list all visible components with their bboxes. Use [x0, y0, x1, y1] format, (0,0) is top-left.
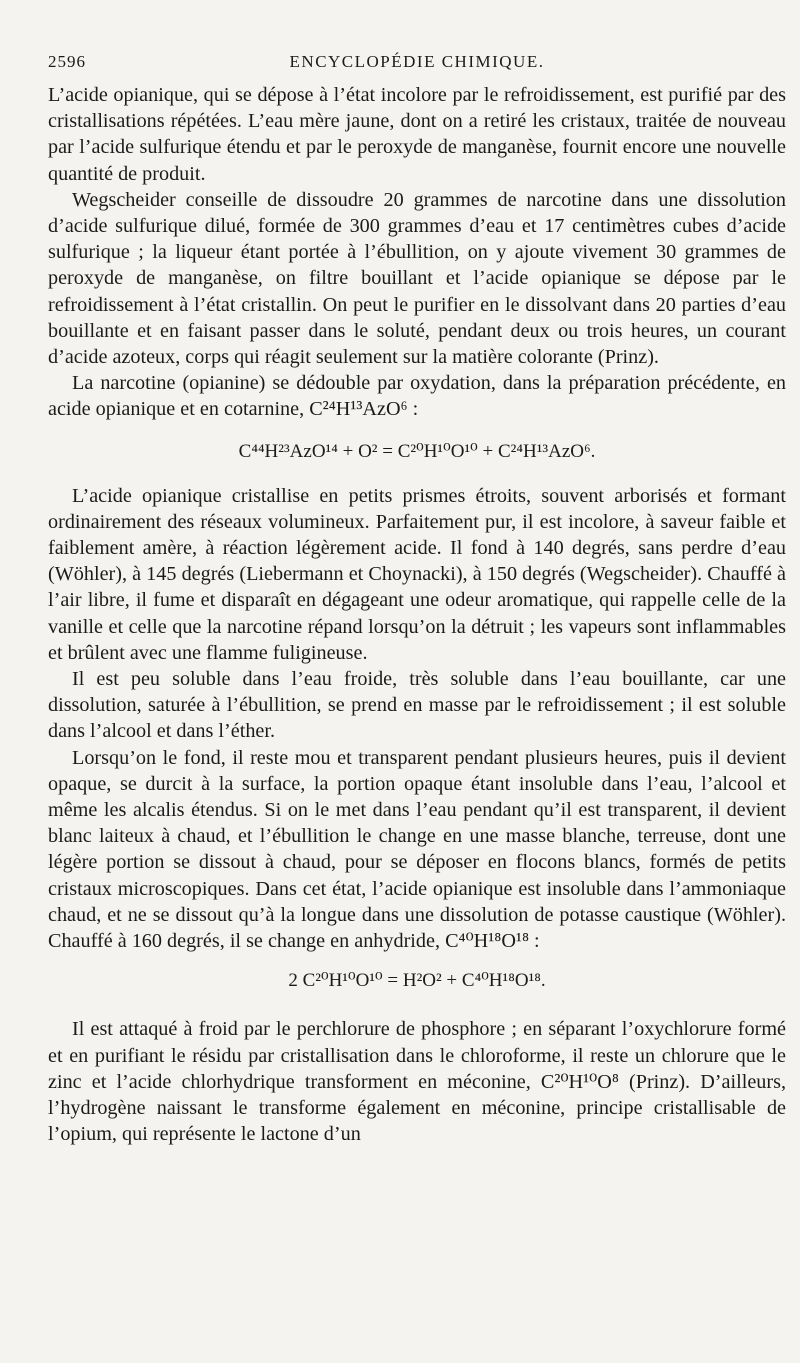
paragraph-purification: L’acide opianique, qui se dépose à l’état incolore par le refroidissement, est purifié par des cristallisations répétées. L’eau mère jaune, dont on a retiré les cristaux, traitée de nouveau par l’acide sulfurique étendu et par le peroxyde de manganèse, fournit encore une nouvelle quantité de produit. [48, 84, 786, 185]
page-header [48, 52, 786, 82]
paragraph-perchloride-reaction: Il est attaqué à froid par le perchlorure de phosphore ; en séparant l’oxychlorure formé et en purifiant le résidu par cristallisation dans le chloroforme, il reste un chlorure que le zinc et l’acide chlorhydrique transforment en méconine, C²⁰H¹⁰O⁸ (Prinz). D’ailleurs, l’hydrogène naissant le transforme également en méconine, principe cristallisable de l’opium, qui représente le lactone d’un [48, 1018, 786, 1146]
paragraph-wegscheider-method: Wegscheider conseille de dissoudre 20 grammes de narcotine dans une dissolution d’acide sulfurique dilué, formée de 300 grammes d’eau et 17 centimètres cubes d’acide sulfurique ; la liqueur étant portée à l’ébullition, on y ajoute vivement 30 grammes de peroxyde de manganèse, on filtre bouillant et l’acide opianique se dépose par le refroidissement à l’état cristallin. On peut le purifier en le dissolvant dans 20 parties d’eau bouillante et en faisant passer dans le soluté, pendant deux ou trois heures, un courant d’acide azoteux, corps qui réagit seulement sur la matière colorante (Prinz). [48, 188, 786, 369]
paragraph-narcotine-oxidation: La narcotine (opianine) se dédouble par oxydation, dans la préparation précédente, en acide opianique et en cotarnine, C²⁴H¹³AzO⁶ : [48, 372, 786, 421]
running-title: ENCYCLOPÉDIE CHIMIQUE. [289, 52, 545, 71]
paragraph-melting-behavior: Lorsqu’on le fond, il reste mou et transparent pendant plusieurs heures, puis il devient opaque, se durcit à la surface, la portion opaque étant insoluble dans l’eau, l’alcool et même les alcalis étendus. Si on le met dans l’eau pendant qu’il est transparent, il devient blanc laiteux à chaud, et l’ébullition le change en une masse blanche, terreuse, dont une légère portion se dissout à chaud, pour se déposer en flocons blancs, formés de petits cristaux microscopiques. Dans cet état, l’acide opianique est insoluble dans l’ammoniaque chaud, et ne se dissout qu’à la longue dans une dissolution de potasse caustique (Wöhler). Chauffé à 160 degrés, il se change en anhydride, C⁴⁰H¹⁸O¹⁸ : [48, 746, 786, 953]
equation-anhydride: 2 C²⁰H¹⁰O¹⁰ = H²O² + C⁴⁰H¹⁸O¹⁸. [288, 970, 546, 992]
equation-narcotine-split: C⁴⁴H²³AzO¹⁴ + O² = C²⁰H¹⁰O¹⁰ + C²⁴H¹³AzO⁶. [238, 440, 596, 462]
page-number: 2596 [48, 52, 86, 71]
paragraph-solubility: Il est peu soluble dans l’eau froide, très soluble dans l’eau bouillante, car une dissolution, saturée à l’ébullition, se prend en masse par le refroidissement ; il est soluble dans l’alcool et dans l’éther. [48, 668, 786, 743]
paragraph-crystal-properties: L’acide opianique cristallise en petits prismes étroits, souvent arborisés et formant ordinairement des réseaux volumineux. Parfaitement pur, il est incolore, à saveur faible et faiblement amère, à réaction légèrement acide. Il fond à 140 degrés, sans perdre d’eau (Wöhler), à 145 degrés (Liebermann et Choynacki), à 150 degrés (Wegscheider). Chauffé à l’air libre, il fume et disparaît en dégageant une odeur aromatique, qui rappelle celle de la vanille et celle que la narcotine répand lorsqu’on la détruit ; les vapeurs sont inflammables et brûlent avec une flamme fuligineuse. [48, 484, 786, 664]
